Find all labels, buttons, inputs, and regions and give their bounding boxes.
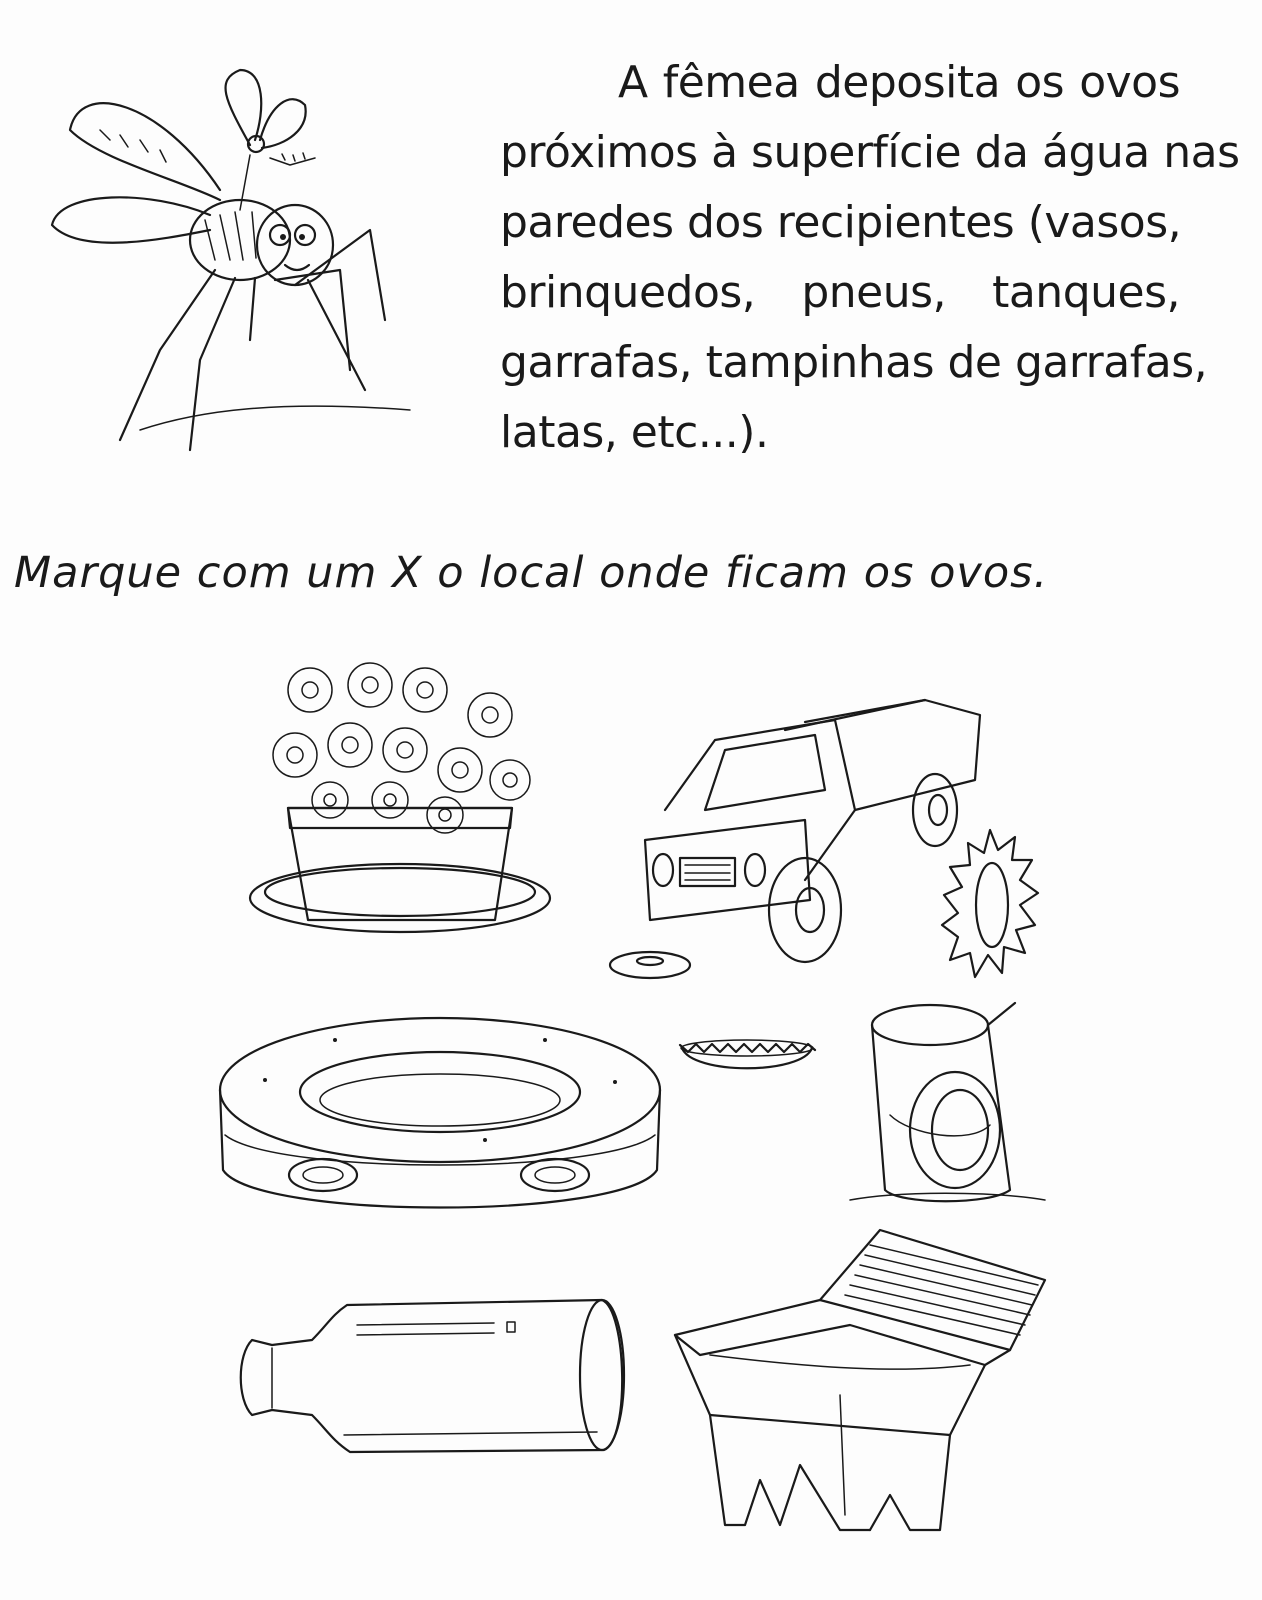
toy-truck-icon[interactable] [605,690,985,980]
instruction-heading: Marque com um X o local onde ficam os ovos. [14,548,1049,598]
bottle-cap-icon[interactable] [672,1030,822,1085]
bottle-icon[interactable] [232,1290,637,1465]
intro-line: A fêmea deposita os ovos [618,57,1180,108]
open-can-icon[interactable] [840,995,1055,1210]
intro-line: próximos à superfície da água nas [500,127,1240,178]
mosquito-icon [40,40,440,460]
intro-line: paredes dos recipientes (vasos, [500,197,1182,248]
intro-line: brinquedos, pneus, tanques, [500,267,1180,318]
tire-icon[interactable] [215,1010,665,1250]
water-tank-icon[interactable] [670,1225,1050,1540]
flower-pot-icon[interactable] [240,630,560,950]
intro-line: latas, etc...). [500,407,769,458]
intro-line: garrafas, tampinhas de garrafas, [500,337,1208,388]
can-lid-icon[interactable] [940,825,1040,990]
intro-paragraph [500,48,1240,468]
